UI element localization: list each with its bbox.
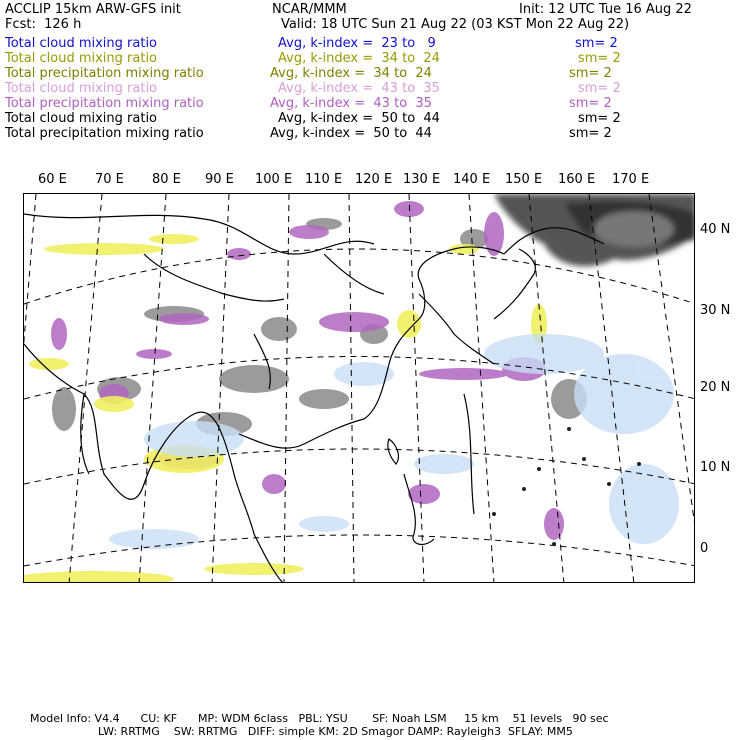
layer-avg: Avg, k-index = 43 to 35 [278, 81, 440, 96]
layer-line [0, 66, 740, 81]
layer-sm: sm= 2 [578, 51, 621, 66]
layer-avg: Avg, k-index = 50 to 44 [270, 126, 432, 141]
latitude-label: 10 N [700, 460, 731, 475]
layer-avg: Avg, k-index = 43 to 35 [270, 96, 432, 111]
layer-sm: sm= 2 [569, 66, 612, 81]
layer-sm: sm= 2 [569, 96, 612, 111]
yellow-cloud-patches [24, 234, 547, 583]
latitude-label: 0 [700, 541, 709, 556]
layer-line [0, 111, 740, 126]
organization-label: NCAR/MMM [272, 2, 347, 17]
light-blue-cloud-areas [109, 334, 679, 549]
layer-line [0, 81, 740, 96]
longitude-label: 140 E [453, 172, 491, 187]
layer-field: Total cloud mixing ratio [5, 81, 158, 96]
layer-line [0, 36, 740, 51]
layer-avg: Avg, k-index = 23 to 9 [278, 36, 436, 51]
layer-avg: Avg, k-index = 34 to 24 [270, 66, 432, 81]
init-time: Init: 12 UTC Tue 16 Aug 22 [519, 2, 692, 17]
layer-avg: Avg, k-index = 34 to 24 [278, 51, 440, 66]
footer-physics-info: LW: RRTMG SW: RRTMG DIFF: simple KM: 2D Smagor DAMP: Rayleigh3 SFLAY: MM5 [98, 725, 573, 738]
latitude-label: 20 N [700, 380, 731, 395]
layer-sm: sm= 2 [578, 81, 621, 96]
longitude-label: 70 E [95, 172, 124, 187]
layer-field: Total precipitation mixing ratio [5, 66, 204, 81]
longitude-label: 120 E [355, 172, 393, 187]
layer-sm: sm= 2 [575, 36, 618, 51]
layer-line [0, 51, 740, 66]
map-canvas [24, 194, 695, 583]
layer-field: Total cloud mixing ratio [5, 36, 158, 51]
latitude-label: 40 N [700, 222, 731, 237]
longitude-label: 80 E [152, 172, 181, 187]
layer-field: Total cloud mixing ratio [5, 51, 158, 66]
longitude-label: 60 E [38, 172, 67, 187]
layer-field: Total cloud mixing ratio [5, 111, 158, 126]
map-panel [23, 193, 695, 583]
longitude-label: 150 E [505, 172, 543, 187]
longitude-label: 170 E [612, 172, 650, 187]
layer-sm: sm= 2 [578, 111, 621, 126]
longitude-label: 100 E [255, 172, 293, 187]
longitude-label: 160 E [558, 172, 596, 187]
layer-line [0, 126, 740, 141]
dark-cloud-field [494, 194, 695, 266]
layer-field: Total precipitation mixing ratio [5, 96, 204, 111]
longitude-label: 110 E [305, 172, 343, 187]
longitude-label: 90 E [205, 172, 234, 187]
latitude-label: 30 N [700, 303, 731, 318]
layer-line [0, 96, 740, 111]
footer-model-info: Model Info: V4.4 CU: KF MP: WDM 6class PBL: YSU SF: Noah LSM 15 km 51 levels 90 sec [30, 712, 609, 725]
layer-field: Total precipitation mixing ratio [5, 126, 204, 141]
valid-time: Valid: 18 UTC Sun 21 Aug 22 (03 KST Mon 22 Aug 22) [281, 17, 630, 32]
layer-avg: Avg, k-index = 50 to 44 [278, 111, 440, 126]
model-title: ACCLIP 15km ARW-GFS init [5, 2, 181, 17]
layer-sm: sm= 2 [569, 126, 612, 141]
longitude-label: 130 E [403, 172, 441, 187]
forecast-hour: Fcst: 126 h [5, 17, 82, 32]
